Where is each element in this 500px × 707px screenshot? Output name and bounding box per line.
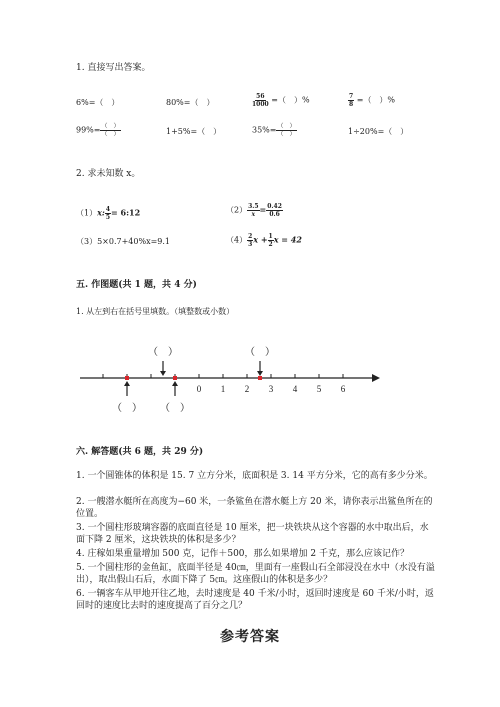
fraction-4-5: $\frac{4}{5}$ (105, 206, 111, 221)
equation-1: （1）x: $\frac{4}{5}$ = 6:12 (76, 206, 141, 221)
answer-blank: （ ） (245, 347, 275, 358)
q1-item-7: 35%= $\frac{( )}{( )}$ (252, 123, 296, 138)
tick-label-2: 2 (244, 384, 250, 394)
problem-3: 3. 一个圆柱形玻璃容器的底面直径是 10 厘米，把一块铁块从这个容器的水中取出后，水面下降 2 厘米，这块铁块的体积是多少？ (76, 523, 429, 545)
down-arrow-head-icon (257, 371, 263, 376)
answer-blank: （ ） (112, 403, 142, 414)
problem-4: 4. 庄稼如果重量增加 500 克，记作＋500，那么如果增加 2 千克，那么应该记作？ (76, 549, 409, 559)
fraction-56-1000: $\frac{56}{1000}$ (252, 93, 269, 108)
up-arrow-head-icon (172, 381, 178, 386)
fraction-blank: $\frac{( )}{( )}$ (277, 123, 296, 138)
tick-label-6: 6 (340, 384, 346, 394)
fraction-0.42-0.6: $\frac{0.42}{0.6}$ (267, 203, 282, 218)
q1-title: 1. 直接写出答案。 (76, 63, 151, 73)
equation-2: （2） $\frac{3.5}{x}$ = $\frac{0.42}{0.6}$ (226, 203, 282, 218)
problem-6: 6. 一辆客车从甲地开往乙地，去时速度是 40 千米/小时，返回时速度是 60 千米/小时，返回时的速度比去时的速度提高了百分之几？ (76, 589, 434, 611)
fraction-1-2: $\frac{1}{2}$ (268, 233, 273, 248)
fraction-7-8: $\frac{7}{8}$ (349, 93, 354, 108)
fraction-3.5-x: $\frac{3.5}{x}$ (248, 203, 259, 218)
equation-4: （4） $\frac{2}{3}$ x + $\frac{1}{2}$ x = 42 (226, 233, 302, 248)
tick-label-1: 1 (220, 384, 226, 394)
q2-title: 2. 求未知数 x。 (76, 169, 141, 179)
answer-blank: （ ） (148, 347, 178, 358)
q1-item-8: 1÷20%=（ ） (348, 127, 409, 136)
equation-3: （3）5×0.7+40%x=9.1 (76, 237, 171, 246)
answer-section-title: 参考答案 (220, 629, 280, 645)
answer-blank: （ ） (160, 403, 190, 414)
point-marker (173, 376, 177, 380)
point-marker (125, 376, 129, 380)
fraction-2-3: $\frac{2}{3}$ (248, 233, 253, 248)
q1-item-4: $\frac{7}{8}$ =（ ）% (349, 93, 396, 108)
tick-label-5: 5 (316, 384, 322, 394)
q1-item-6: 1+5%=（ ） (166, 127, 222, 136)
up-arrow-head-icon (124, 381, 130, 386)
fraction-blank: $\frac{( )}{( )}$ (101, 123, 120, 138)
q1-item-5: 99%= $\frac{( )}{( )}$ (76, 123, 120, 138)
section-6-heading: 六. 解答题(共 6 题，共 29 分) (76, 447, 204, 457)
q1-item-1: 6%=（ ） (76, 98, 120, 107)
number-line-arrowhead (372, 374, 380, 382)
q1-item-2: 80%=（ ） (166, 98, 215, 107)
tick-label-0: 0 (196, 384, 202, 394)
tick-label-4: 4 (292, 384, 298, 394)
point-marker (258, 376, 262, 380)
down-arrow-head-icon (160, 371, 166, 376)
q1-item-3: $\frac{56}{1000}$ =（ ）% (252, 93, 310, 108)
section-5-question: 1. 从左到右在括号里填数。（填整数或小数） (76, 307, 235, 316)
section-5-heading: 五. 作图题(共 1 题，共 4 分) (76, 280, 197, 290)
problem-1: 1. 一个圆锥体的体积是 15. 7 立方分米，底面积是 3. 14 平方分米，它的高有多少分米。 (76, 471, 433, 481)
tick-label-3: 3 (268, 384, 274, 394)
problem-2: 2. 一艘潜水艇所在高度为−60 米，一条鲨鱼在潜水艇上方 20 米，请你表示出鲨鱼所在的位置。 (76, 497, 433, 519)
problem-5: 5. 一个圆柱形的金鱼缸，底面半径是 40㎝，里面有一座假山石全部浸没在水中（水没有溢出），取出假山石后，水面下降了 5㎝。这座假山的体积是多少？ (76, 563, 435, 585)
